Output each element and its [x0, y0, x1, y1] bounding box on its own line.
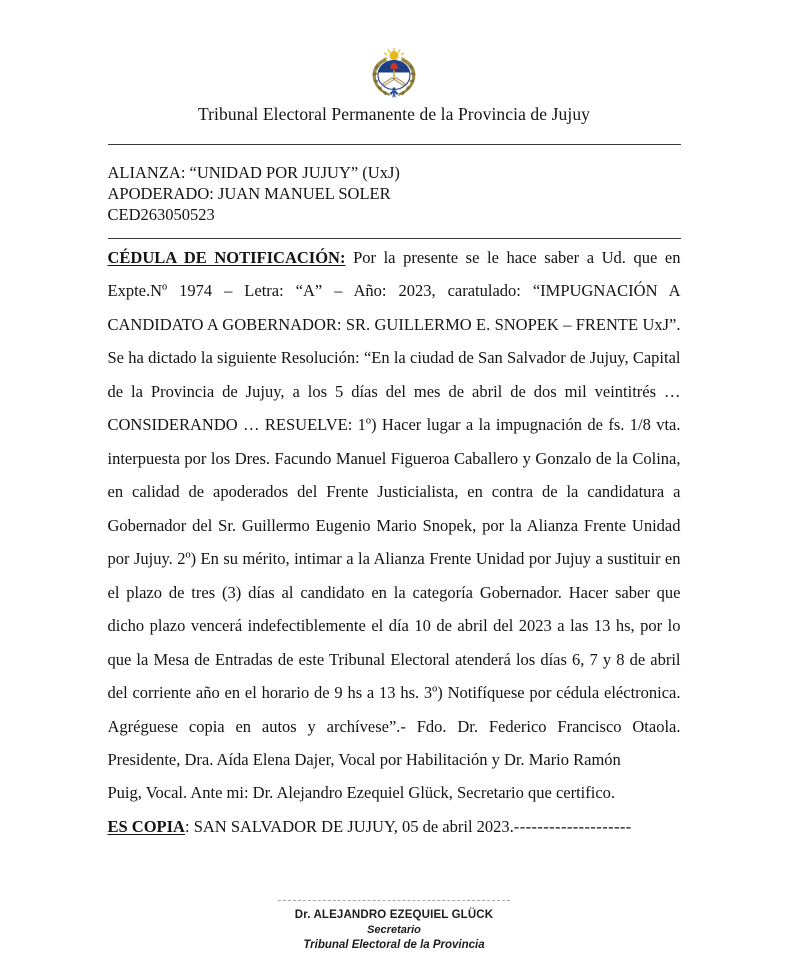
document-body — [108, 145, 681, 844]
party-line-ced: CED263050523 — [107, 204, 215, 224]
party-block — [108, 163, 681, 226]
es-copia-label: ES COPIA — [107, 816, 185, 836]
es-copia-dashes: -------------------- — [513, 816, 632, 836]
signatory-role: Secretario — [367, 923, 421, 936]
signature-divider — [278, 900, 510, 901]
notice-paragraph — [108, 241, 681, 777]
letterhead — [0, 0, 788, 145]
notice-final-line: Puig, Vocal. Ante mi: Dr. Alejandro Ezequiel Glück, Secretario que certifico. — [107, 783, 616, 803]
party-line-apoderado: APODERADO: JUAN MANUEL SOLER — [107, 183, 391, 203]
party-line-alianza: ALIANZA: “UNIDAD POR JUJUY” (UxJ) — [107, 162, 400, 182]
jujuy-coat-of-arms-icon — [366, 48, 422, 100]
page-title: Tribunal Electoral Permanente de la Provincia de Jujuy — [197, 104, 591, 124]
es-copia-text: : SAN SALVADOR DE JUJUY, 05 de abril 2023. — [184, 816, 514, 836]
signature-block — [0, 900, 788, 953]
notice-text — [108, 241, 681, 810]
notice-divider — [108, 238, 681, 239]
notice-body: Por la presente se le hace saber a Ud. que en Expte.Nº 1974 – Letra: “A” – Año: 2023, caratulado: “IMPUGNACIÓN A CANDIDATO A GOBERNADOR: SR. GUILLERMO E. SNOPEK – FRENTE UxJ”. Se ha dictado la siguiente Resolución: “En la ciudad de San Salvador de Jujuy, Capital de la Provincia de Jujuy, a los 5 días del mes de abril de dos mil veintitrés … CONSIDERANDO … RESUELVE: 1º) Hacer lugar a la impugnación de fs. 1/8 vta. interpuesta por los Dres. Facundo Manuel Figueroa Caballero y Gonzalo de la Colina, en calidad de apoderados del Frente Justicialista, en contra de la candidatura a Gobernador del Sr. Guillermo Eugenio Mario Snopek, por la Alianza Frente Unidad por Jujuy. 2º) En su mérito, intimar a la Alianza Frente Unidad por Jujuy a sustituir en el plazo de tres (3) días al candidato en la categoría Gobernador. Hacer saber que dicho plazo vencerá indefectiblemente el día 10 de abril del 2023 a las 13 hs, por lo que la Mesa de Entradas de este Tribunal Electoral atenderá los días 6, 7 y 8 de abril del corriente año en el horario de 9 hs a 13 hs. 3º) Notifíquese por cédula eléctronica. Agréguese copia en autos y archívese”.- Fdo. Dr. Federico Francisco Otaola. Presidente, Dra. Aída Elena Dajer, Vocal por Habilitación y Dr. Mario Ramón — [107, 247, 681, 769]
signatory-organization: Tribunal Electoral de la Provincia — [303, 938, 485, 951]
notice-heading: CÉDULA DE NOTIFICACIÓN: — [107, 247, 346, 267]
es-copia-line — [108, 810, 681, 843]
signatory-name: Dr. ALEJANDRO EZEQUIEL GLÜCK — [294, 909, 494, 921]
